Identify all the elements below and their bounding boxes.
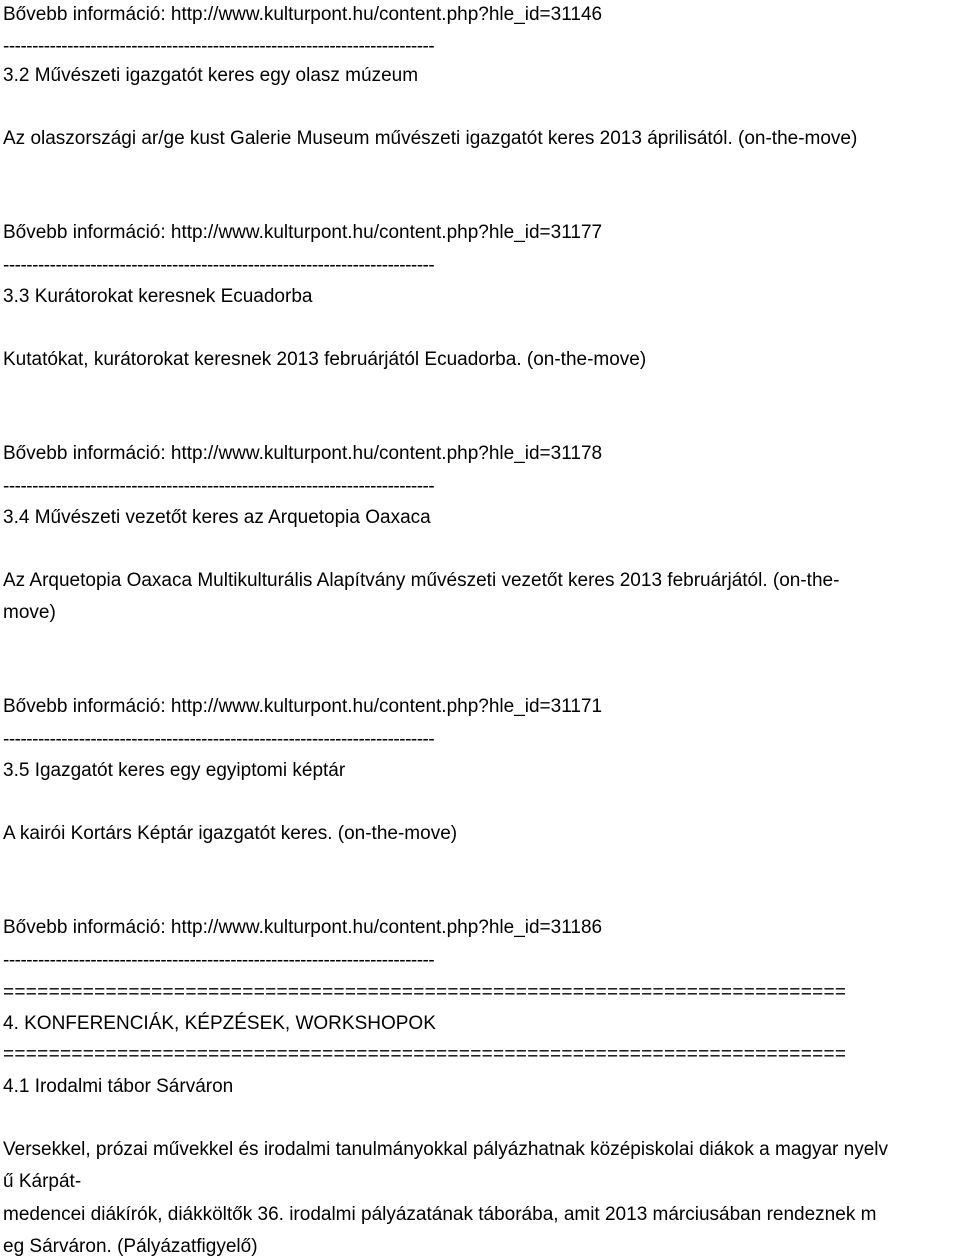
double-separator-line: ========================================================================== <box>3 1044 847 1065</box>
double-separator-line: ========================================================================== <box>3 982 847 1003</box>
paragraph-4-1-line-1: Versekkel, prózai művekkel és irodalmi tanulmányokkal pályázhatnak középiskolai diákok a magyar nyelv <box>3 1139 888 1160</box>
paragraph-4-1-line-3: medencei diákírók, diákköltők 36. irodalmi pályázatának táborába, amit 2013 márciusában rendeznek m <box>3 1204 877 1225</box>
more-info-link-31178[interactable]: Bővebb információ: http://www.kulturpont.hu/content.php?hle_id=31178 <box>3 443 603 464</box>
section-heading-3-3: 3.3 Kurátorokat keresnek Ecuadorba <box>3 286 313 307</box>
paragraph-4-1-line-2: ű Kárpát- <box>3 1171 82 1192</box>
chapter-heading-4: 4. KONFERENCIÁK, KÉPZÉSEK, WORKSHOPOK <box>3 1013 436 1034</box>
separator-line: -------------------------------------------------------------------------- <box>3 255 435 276</box>
section-heading-3-4: 3.4 Művészeti vezetőt keres az Arquetopia Oaxaca <box>3 507 431 528</box>
separator-line: -------------------------------------------------------------------------- <box>3 476 435 497</box>
separator-line: -------------------------------------------------------------------------- <box>3 36 435 57</box>
section-heading-3-2: 3.2 Művészeti igazgatót keres egy olasz múzeum <box>3 65 419 86</box>
section-heading-3-5: 3.5 Igazgatót keres egy egyiptomi képtár <box>3 760 346 781</box>
more-info-link-31177[interactable]: Bővebb információ: http://www.kulturpont.hu/content.php?hle_id=31177 <box>3 222 603 243</box>
paragraph-3-4-continued: move) <box>3 602 56 623</box>
paragraph-3-5: A kairói Kortárs Képtár igazgatót keres. (on-the-move) <box>3 823 458 844</box>
separator-line: -------------------------------------------------------------------------- <box>3 729 435 750</box>
paragraph-4-1-line-4: eg Sárváron. (Pályázatfigyelő) <box>3 1236 258 1257</box>
paragraph-3-3: Kutatókat, kurátorokat keresnek 2013 februárjától Ecuadorba. (on-the-move) <box>3 349 647 370</box>
paragraph-3-2: Az olaszországi ar/ge kust Galerie Museum művészeti igazgatót keres 2013 áprilisától. (on-the-move) <box>3 128 858 149</box>
paragraph-3-4: Az Arquetopia Oaxaca Multikulturális Alapítvány művészeti vezetőt keres 2013 februárjától. (on-the- <box>3 570 840 591</box>
section-heading-4-1: 4.1 Irodalmi tábor Sárváron <box>3 1076 234 1097</box>
more-info-link-31146[interactable]: Bővebb információ: http://www.kulturpont.hu/content.php?hle_id=31146 <box>3 4 603 25</box>
more-info-link-31186[interactable]: Bővebb információ: http://www.kulturpont.hu/content.php?hle_id=31186 <box>3 917 603 938</box>
more-info-link-31171[interactable]: Bővebb információ: http://www.kulturpont.hu/content.php?hle_id=31171 <box>3 696 603 717</box>
separator-line: -------------------------------------------------------------------------- <box>3 950 435 971</box>
